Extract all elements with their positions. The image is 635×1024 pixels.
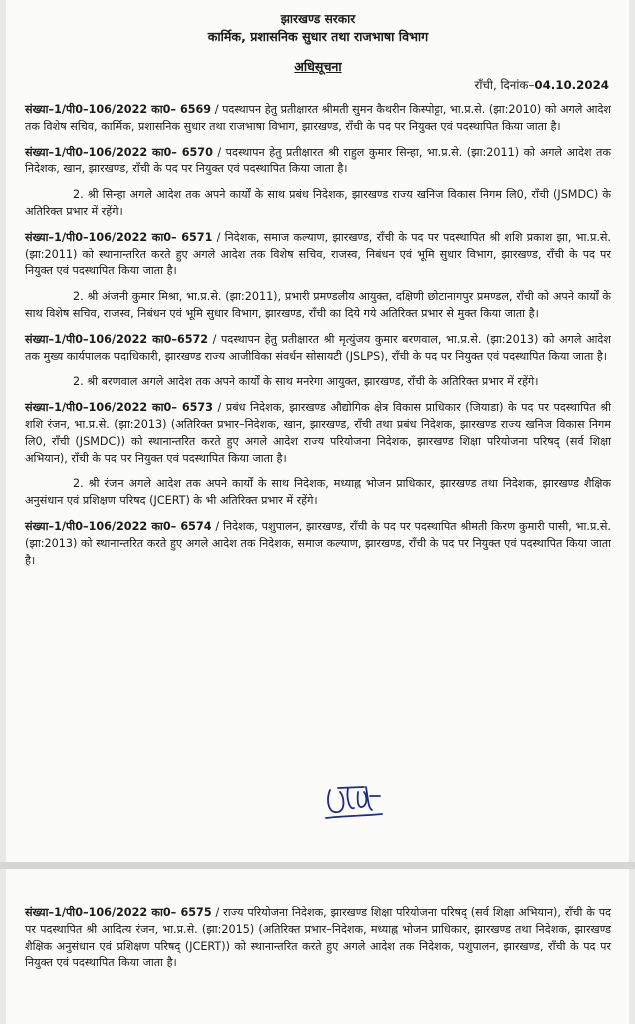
order-paragraph bbox=[25, 905, 611, 972]
department-heading: कार्मिक, प्रशासनिक सुधार तथा राजभाषा विभाग bbox=[207, 29, 429, 44]
order-paragraph bbox=[25, 145, 611, 179]
order-text: / निदेशक, पशुपालन, झारखण्ड, राँची के पद पर पदस्थापित श्रीमती किरण कुमारी पासी, भा.प्र.से. (झा:2013) को स्थानान्तरित करते हुए अगले आदेश तक निदेशक, समाज कल्याण, झारखण्ड, राँची के पद पर नियुक्त एवं पदस्थापित किया जाता है। bbox=[25, 519, 611, 567]
notification-page-1 bbox=[6, 0, 629, 862]
sub-paragraph bbox=[25, 476, 611, 510]
order-text: / पदस्थापन हेतु प्रतीक्षारत श्री राहुल कुमार सिन्हा, भा.प्र.से. (झा:2011) को अगले आदेश तक निदेशक, खान, झारखण्ड, राँची के पद पर नियुक्त एवं पदस्थापित किया जाता है। bbox=[25, 145, 611, 176]
order-text: / पदस्थापन हेतु प्रतीक्षारत श्रीमती सुमन कैथरीन किस्पोट्टा, भा.प्र.से. (झा:2010) को अगले आदेश तक विशेष सचिव, कार्मिक, प्रशासनिक सुधार तथा राजभाषा विभाग, झारखण्ड, राँची के पद पर नियुक्त एवं पदस्थापित किया जाता है। bbox=[25, 103, 611, 133]
order-text: 2. श्री बरणवाल अगले आदेश तक अपने कार्यों के साथ मनरेगा आयुक्त, झारखण्ड, राँची के अतिरिक्त प्रभार में रहेंगे। bbox=[73, 375, 539, 389]
order-paragraph bbox=[25, 102, 611, 136]
order-text: / निदेशक, समाज कल्याण, झारखण्ड, राँची के पद पर पदस्थापित श्री शशि प्रकाश झा, भा.प्र.से. (झा:2011) को स्थानान्तरित करते हुए अगले आदेश तक विशेष सचिव, राजस्व, निबंधन एवं भूमि सुधार विभाग, झारखण्ड, राँची के पद पर नियुक्त एवं पदस्थापित किया जाता है। bbox=[25, 230, 611, 278]
order-text: / राज्य परियोजना निदेशक, झारखण्ड शिक्षा परियोजना परिषद् (सर्व शिक्षा अभियान), राँची के पद पर पदस्थापित श्री आदित्य रंजन, भा.प्र.से. (झा:2015) (अतिरिक्त प्रभार–निदेशक, मध्याह्न भोजन प्राधिकार, झारखण्ड तथा निदेशक, झारखण्ड शैक्षिक अनुसंधान एवं प्रशिक्षण परिषद् (JCERT)) को स्थानान्तरित करते हुए अगले आदेश तक निदेशक, पशुपालन, झारखण्ड, राँची के पद पर नियुक्त एवं पदस्थापित किया जाता है। bbox=[25, 906, 611, 970]
notification-date: 04.10.2024 bbox=[534, 78, 609, 92]
order-reference: संख्या–1/पी0–106/2022 का0– 6570 bbox=[25, 145, 213, 159]
order-text: / प्रबंध निदेशक, झारखण्ड औद्योगिक क्षेत्र विकास प्राधिकार (जियाडा) के पद पर पदस्थापित श्री शशि रंजन, भा.प्र.से. (झा:2013) (अतिरिक्त प्रभार–निदेशक, खान, झारखण्ड, राँची तथा प्रबंध निदेशक, झारखण्ड राज्य खनिज विकास निगम लि0, राँची (JSMDC)) को स्थानान्तरित करते हुए अगले आदेश राज्य परियोजना निदेशक, झारखण्ड शिक्षा परियोजना परिषद् (सर्व शिक्षा अभियान), राँची के पद पर नियुक्त एवं पदस्थापित किया जाता है। bbox=[25, 401, 611, 465]
government-heading: झारखण्ड सरकार bbox=[280, 12, 356, 26]
order-text: / पदस्थापन हेतु प्रतीक्षारत श्री मृत्युंजय कुमार बरणवाल, भा.प्र.से. (झा:2013) को अगले आदेश तक मुख्य कार्यपालक पदाधिकारी, झारखण्ड राज्य आजीविका संवर्धन सोसायटी (JSLPS), राँची के पद पर नियुक्त एवं पदस्थापित किया जाता है। bbox=[25, 332, 611, 363]
order-paragraph bbox=[25, 400, 611, 467]
dateline bbox=[25, 77, 611, 93]
order-paragraph bbox=[25, 230, 611, 280]
signature bbox=[324, 778, 386, 828]
notification-title: अधिसूचना bbox=[294, 59, 342, 74]
order-paragraph bbox=[25, 332, 611, 366]
order-reference: संख्या–1/पी0–106/2022 का0– 6574 bbox=[25, 519, 212, 533]
sub-paragraph bbox=[25, 187, 611, 221]
order-reference: संख्या–1/पी0–106/2022 का0– 6571 bbox=[25, 230, 213, 244]
order-paragraph bbox=[25, 519, 611, 569]
order-text: 2. श्री अंजनी कुमार मिश्रा, भा.प्र.से. (झा:2011), प्रभारी प्रमण्डलीय आयुक्त, दक्षिणी छोटानागपुर प्रमण्डल, राँची को अपने कार्यों के साथ विशेष सचिव, राजस्व, निबंधन एवं भूमि सुधार विभाग, झारखण्ड, राँची का दिये गये अतिरिक्त प्रभार से मुक्त किया जाता है। bbox=[25, 290, 611, 320]
order-reference: संख्या–1/पी0–106/2022 का0–6572 bbox=[25, 332, 209, 346]
order-reference: संख्या–1/पी0–106/2022 का0– 6573 bbox=[25, 401, 213, 415]
sub-paragraph bbox=[25, 374, 611, 391]
sub-paragraph bbox=[25, 289, 611, 323]
signature-mark bbox=[324, 778, 386, 824]
notification-page-2 bbox=[6, 869, 629, 1024]
order-text: 2. श्री रंजन अगले आदेश तक अपने कार्यों के साथ निदेशक, मध्याह्न भोजन प्राधिकार, झारखण्ड तथा निदेशक, झारखण्ड शैक्षिक अनुसंधान एवं प्रशिक्षण परिषद (JCERT) के भी अतिरिक्त प्रभार में रहेंगे। bbox=[25, 477, 611, 508]
order-reference: संख्या–1/पी0–106/2022 का0– 6569 bbox=[25, 103, 212, 116]
order-reference: संख्या–1/पी0–106/2022 का0– 6575 bbox=[25, 906, 212, 919]
page-separator bbox=[0, 862, 635, 869]
place-label: राँची, दिनांक– bbox=[474, 78, 535, 92]
order-text: 2. श्री सिन्हा अगले आदेश तक अपने कार्यों के साथ प्रबंध निदेशक, झारखण्ड राज्य खनिज विकास निगम लि0, राँची (JSMDC) के अतिरिक्त प्रभार में रहेंगे। bbox=[25, 188, 611, 218]
